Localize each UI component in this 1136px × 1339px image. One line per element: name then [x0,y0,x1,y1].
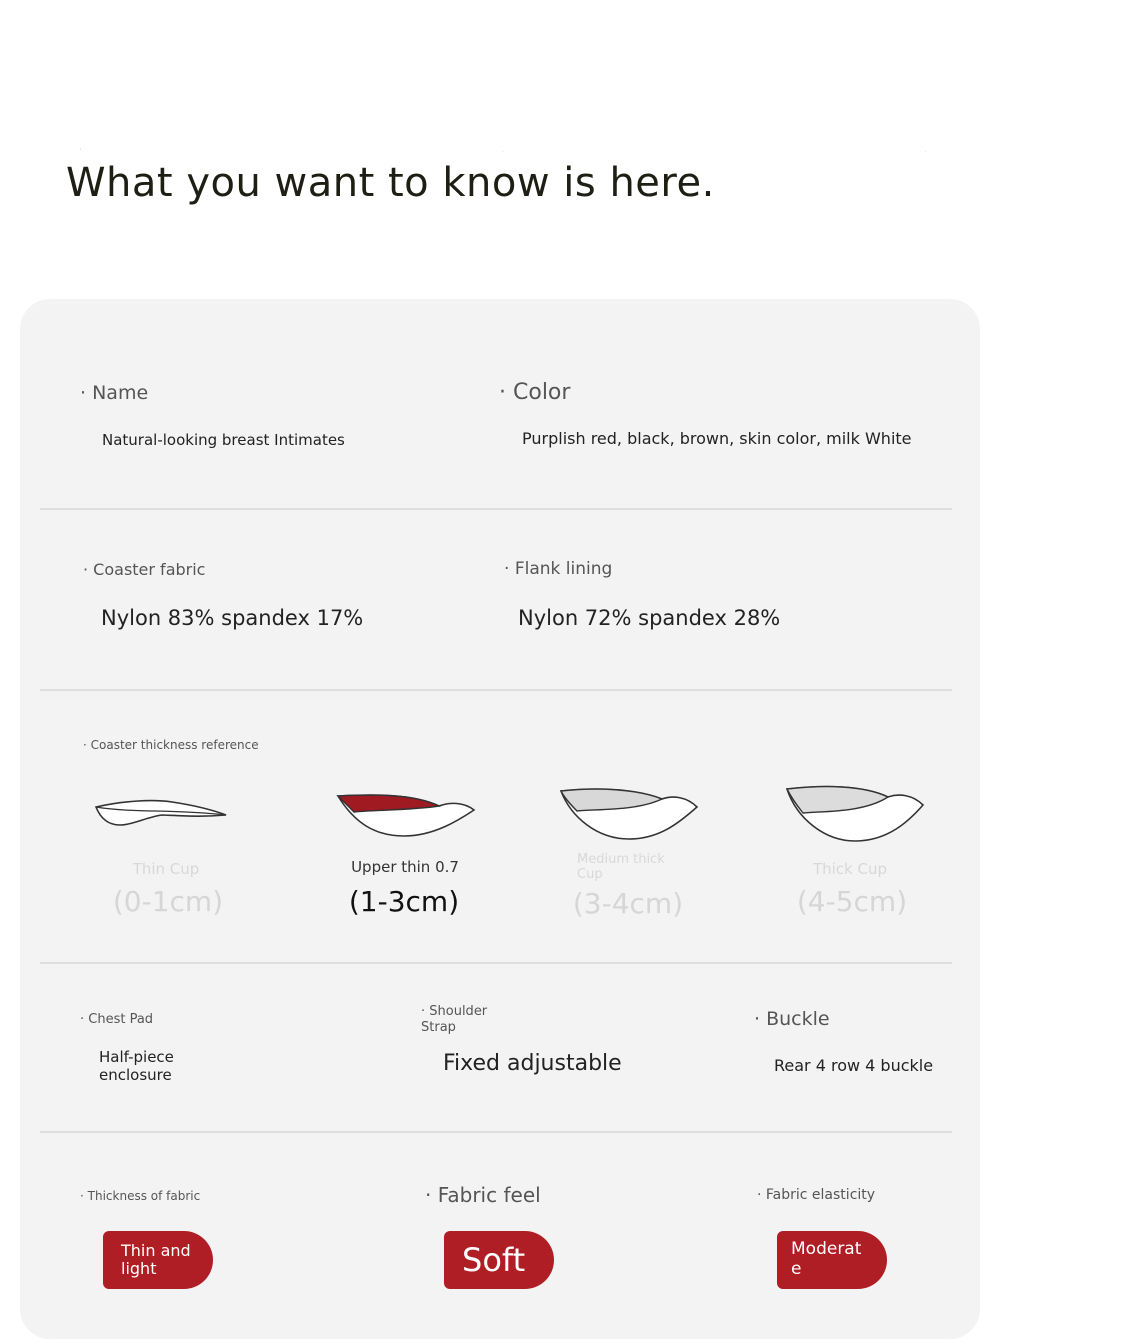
cup-range: (1-3cm) [348,885,460,918]
cup-range: (3-4cm) [572,887,684,920]
color-value: Purplish red, black, brown, skin color, milk White [522,429,912,448]
buckle-value: Rear 4 row 4 buckle [774,1056,934,1075]
coaster-fabric-value: Nylon 83% spandex 17% [101,606,364,630]
name-label: · Name [80,382,148,404]
flank-lining-value: Nylon 72% spandex 28% [518,606,781,630]
cup-name: Thin Cup [132,860,200,878]
page-headline: What you want to know is here. [66,160,715,206]
shoulder-strap-value: Fixed adjustable [443,1051,622,1076]
fabric-elasticity-value: Moderate [791,1239,862,1279]
buckle-label: · Buckle [754,1008,830,1030]
upper-thin-cup-icon [334,790,479,842]
divider [40,689,952,691]
cup-range: (4-5cm) [796,885,908,918]
fabric-elasticity-badge [777,1231,887,1289]
chest-pad-label: · Chest Pad [80,1012,153,1027]
cup-name: Thick Cup [812,860,888,878]
shoulder-strap-label: · Shoulder Strap [421,1004,511,1036]
thick-cup-icon [783,783,928,845]
fabric-thickness-badge [103,1231,213,1289]
fabric-feel-value: Soft [462,1240,526,1279]
divider [40,508,952,510]
chest-pad-value: Half-piece enclosure [99,1048,174,1084]
flank-lining-label: · Flank lining [504,559,612,579]
divider [40,962,952,964]
fabric-thickness-value: Thin and light [121,1240,191,1278]
name-value: Natural-looking breast Intimates [102,431,345,449]
decorative-dots: ' . . [80,148,1136,153]
fabric-feel-badge [444,1231,554,1289]
color-label: · Color [499,380,570,405]
thin-cup-icon [92,795,232,835]
fabric-feel-label: · Fabric feel [425,1183,541,1207]
medium-thick-cup-icon [557,785,702,843]
thickness-reference-label: · Coaster thickness reference [83,738,259,752]
fabric-elasticity-label: · Fabric elasticity [757,1187,875,1203]
fabric-thickness-label: · Thickness of fabric [80,1189,200,1203]
coaster-fabric-label: · Coaster fabric [83,560,205,579]
cup-name: Medium thick Cup [577,852,665,882]
cup-name: Upper thin 0.7 [351,858,459,876]
divider [40,1131,952,1133]
cup-range: (0-1cm) [112,885,224,918]
